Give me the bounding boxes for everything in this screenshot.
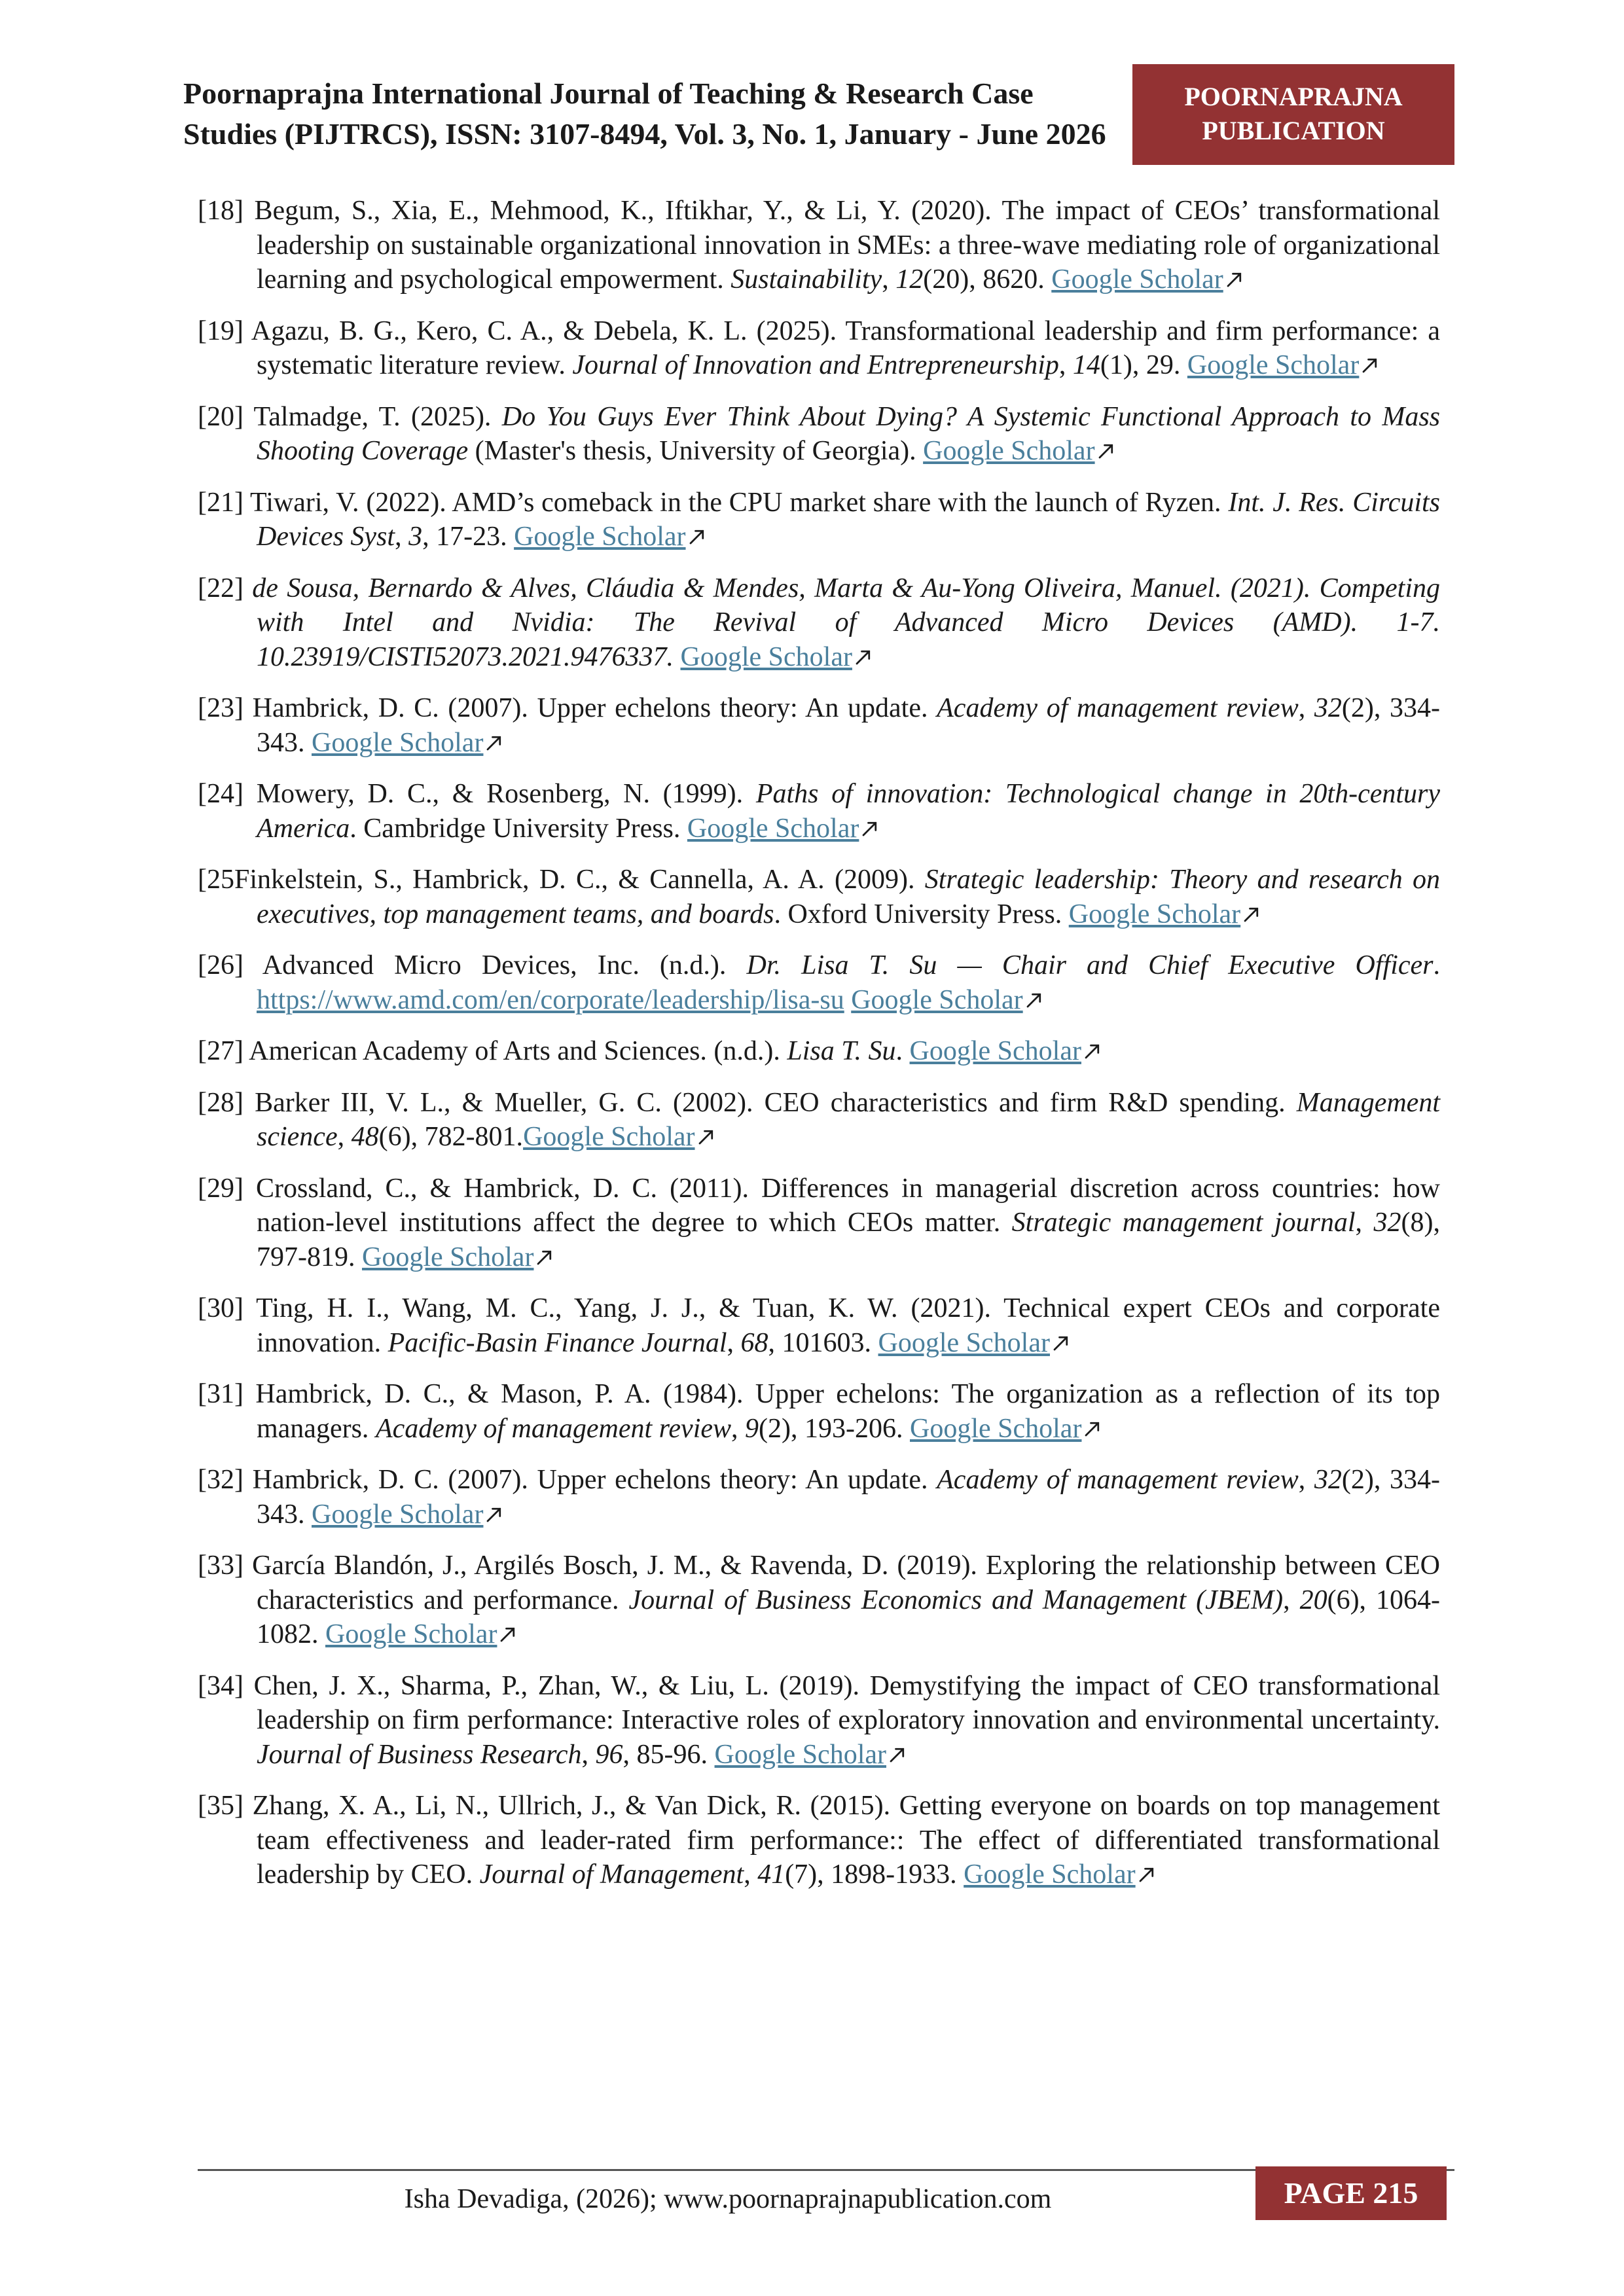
reference-text: , [1355,1208,1374,1238]
google-scholar-link[interactable] [851,985,1043,1015]
google-scholar-label: Google Scholar [714,1739,886,1770]
reference-volume: 32 [1373,1208,1401,1238]
google-scholar-link[interactable] [312,1499,504,1530]
reference-volume: 48 [351,1122,379,1152]
reference-entry [198,1172,1440,1275]
reference-volume: 12 [895,264,924,295]
publisher-badge-line1: POORNAPRAJNA [1184,82,1403,111]
reference-volume: 68 [740,1327,768,1358]
reference-text: Agazu, B. G., Kero, C. A., & Debela, K. L. (2025). Transformational leadership and firm performance: a systematic literature review. [251,315,1441,380]
reference-entry [198,691,1440,760]
page-number-badge: PAGE 215 [1255,2166,1447,2220]
reference-italic: Journal of Innovation and Entrepreneurship [572,350,1059,380]
external-link-icon [484,1505,504,1524]
reference-text: Hambrick, D. C., & Mason, P. A. (1984). Upper echelons: The organization as a reflection of its top managers. [255,1379,1440,1444]
reference-text: (6), 782-801. [378,1122,524,1152]
reference-entry [198,1034,1440,1069]
google-scholar-label: Google Scholar [362,1242,534,1272]
reference-italic: Do You Guys Ever Think About Dying? A Systemic Functional Approach to Mass Shooting Coverage [257,401,1441,466]
reference-number: [25 [198,865,234,895]
reference-number: [27] [198,1036,249,1066]
reference-entry [198,948,1440,1017]
google-scholar-label: Google Scholar [878,1327,1050,1358]
reference-entry [198,400,1440,469]
reference-text: Begum, S., Xia, E., Mehmood, K., Iftikhar, Y., & Li, Y. (2020). The impact of CEOs’ transformational leadership on sustainable organizational innovation in SMEs: a three-wave mediating role of organizational learning and psychological empowerment. [254,196,1440,295]
reference-entry [198,314,1440,383]
external-link-icon [696,1127,716,1147]
reference-italic: Strategic management journal [1011,1208,1356,1238]
reference-number: [18] [198,196,255,226]
google-scholar-link[interactable] [523,1122,715,1152]
reference-italic: Strategic leadership: Theory and research on executives, top management teams, and boards [257,865,1441,929]
external-link-icon [535,1247,554,1267]
google-scholar-label: Google Scholar [923,436,1095,466]
reference-text: Finkelstein, S., Hambrick, D. C., & Cannella, A. A. (2009). [234,865,925,895]
reference-text: (2), 334-343. [257,1465,1441,1530]
reference-volume: 96 [595,1739,623,1770]
reference-text: . [1433,950,1440,980]
journal-title-line1: Poornaprajna International Journal of Teaching & Research Case [183,77,1034,110]
reference-text: Hambrick, D. C. (2007). Upper echelons theory: An update. [252,693,937,723]
reference-text: Advanced Micro Devices, Inc. (n.d.). [262,950,747,980]
external-link-icon [1096,441,1116,461]
google-scholar-label: Google Scholar [910,1413,1082,1444]
reference-text: , [731,1413,746,1444]
reference-volume: 9 [745,1413,759,1444]
reference-italic: Academy of management review [937,1465,1299,1495]
external-link-icon [888,1745,907,1765]
reference-text: Ting, H. I., Wang, M. C., Yang, J. J., & Tuan, K. W. (2021). Technical expert CEOs and corporate innovation. [256,1293,1440,1358]
reference-number: [28] [198,1087,255,1118]
reference-text: (20), 8620. [923,264,1052,295]
reference-italic: Lisa T. Su [787,1036,896,1066]
reference-number: [34] [198,1670,254,1701]
google-scholar-label: Google Scholar [909,1036,1081,1066]
reference-text: (6), 1064-1082. [257,1585,1441,1649]
external-link-icon [687,527,707,547]
google-scholar-link[interactable] [910,1036,1102,1066]
journal-header [183,73,1139,154]
reference-text: . Oxford University Press. [774,899,1069,929]
reference-entry [198,1549,1440,1652]
reference-number: [33] [198,1551,253,1581]
reference-entry [198,1789,1440,1892]
reference-text: , [1283,1585,1300,1615]
external-link-icon [1024,990,1044,1010]
google-scholar-link[interactable] [687,814,880,844]
reference-entry [198,777,1440,846]
reference-text: . [895,1036,910,1066]
reference-volume: 14 [1072,350,1100,380]
external-link-icon [854,647,873,667]
google-scholar-link[interactable] [1187,350,1380,380]
reference-text: , [744,1859,758,1890]
reference-text: , [1298,693,1314,723]
reference-number: [24] [198,779,257,809]
external-link-icon [1360,355,1380,375]
google-scholar-label: Google Scholar [1187,350,1360,380]
google-scholar-label: Google Scholar [851,984,1023,1015]
reference-number: [19] [198,315,251,346]
reference-number: [22] [198,573,253,603]
reference-italic: Int. J. Res. Circuits Devices Syst [257,487,1441,552]
google-scholar-link[interactable] [923,436,1115,466]
reference-entry [198,571,1440,675]
reference-text: , [581,1739,596,1770]
reference-entry [198,1669,1440,1772]
google-scholar-label: Google Scholar [514,522,686,552]
reference-volume: 20 [1299,1585,1327,1615]
reference-text: Talmadge, T. (2025). [253,401,502,432]
reference-entry [198,486,1440,554]
reference-text: Barker III, V. L., & Mueller, G. C. (2002). CEO characteristics and firm R&D spending. [255,1087,1297,1118]
publisher-badge-line2: PUBLICATION [1202,116,1385,145]
reference-number: [30] [198,1293,257,1323]
reference-text: , [337,1122,352,1152]
reference-volume: 3 [408,522,423,552]
reference-url-link[interactable]: https://www.amd.com/en/corporate/leadership/lisa-su [257,984,844,1015]
google-scholar-link[interactable] [362,1242,554,1272]
publisher-badge [1132,64,1454,165]
google-scholar-link[interactable] [964,1859,1156,1890]
reference-entry [198,863,1440,931]
reference-text: (2), 334-343. [257,693,1441,758]
reference-text [674,642,681,672]
reference-number: [32] [198,1465,253,1495]
google-scholar-label: Google Scholar [1068,899,1241,929]
reference-text: , 85-96. [623,1739,715,1770]
reference-volume: 41 [757,1859,785,1890]
reference-number: [26] [198,950,262,980]
google-scholar-label: Google Scholar [1051,264,1223,295]
reference-number: [23] [198,693,253,723]
reference-number: [35] [198,1791,253,1821]
google-scholar-label: Google Scholar [680,641,852,672]
google-scholar-link[interactable] [681,642,873,672]
reference-entry [198,1463,1440,1532]
external-link-icon [1083,1041,1102,1061]
reference-italic: Journal of Business Research [257,1739,582,1770]
reference-text: Tiwari, V. (2022). AMD’s comeback in the CPU market share with the launch of Ryzen. [250,487,1229,518]
external-link-icon [1083,1419,1102,1439]
google-scholar-label: Google Scholar [523,1122,695,1152]
footer-text: Isha Devadiga, (2026); www.poornaprajnapublication.com [404,2184,1052,2214]
google-scholar-label: Google Scholar [687,813,859,844]
reference-italic: Academy of management review [937,693,1299,723]
reference-list [198,194,1440,1909]
reference-italic: Paths of innovation: Technological change in 20th-century America [257,779,1441,844]
reference-italic: Pacific-Basin Finance Journal [388,1327,727,1358]
reference-text: , [727,1327,741,1358]
google-scholar-label: Google Scholar [312,727,484,758]
reference-text: Chen, J. X., Sharma, P., Zhan, W., & Liu, L. (2019). Demystifying the impact of CEO transformational leadership on firm performance: Interactive roles of exploratory innovation and environmental uncertainty. [253,1670,1440,1735]
reference-text: , [882,264,896,295]
reference-text: (7), 1898-1933. [785,1859,964,1890]
reference-italic: Journal of Management [479,1859,744,1890]
reference-italic: Sustainability [731,264,882,295]
reference-text: Mowery, D. C., & Rosenberg, N. (1999). [256,779,756,809]
reference-text: (8), 797-819. [257,1208,1441,1272]
reference-text: (2), 193-206. [759,1413,910,1444]
external-link-icon [860,819,880,838]
reference-italic: Journal of Business Economics and Management (JBEM) [628,1585,1284,1615]
reference-text: , [1298,1465,1314,1495]
reference-number: [29] [198,1173,256,1204]
reference-text [844,985,852,1015]
google-scholar-label: Google Scholar [325,1619,497,1649]
reference-text: García Blandón, J., Argilés Bosch, J. M., & Ravenda, D. (2019). Exploring the relationship between CEO characteristics and performance. [252,1551,1440,1615]
reference-entry [198,194,1440,297]
reference-text: Crossland, C., & Hambrick, D. C. (2011). Differences in managerial discretion across countries: how nation-level institutions affect the degree to which CEOs matter. [256,1173,1440,1238]
google-scholar-label: Google Scholar [312,1499,484,1530]
reference-number: [31] [198,1379,256,1409]
google-scholar-link[interactable] [878,1328,1071,1358]
reference-italic: Academy of management review [375,1413,732,1444]
google-scholar-link[interactable] [325,1619,518,1649]
reference-text: , [1058,350,1073,380]
external-link-icon [1051,1333,1071,1353]
reference-text: Hambrick, D. C. (2007). Upper echelons theory: An update. [252,1465,937,1495]
journal-title-line2: Studies (PIJTRCS), ISSN: 3107-8494, Vol. 3, No. 1, January - June 2026 [183,117,1106,151]
reference-number: [20] [198,401,254,432]
google-scholar-link[interactable] [312,728,504,758]
external-link-icon [1137,1865,1157,1884]
reference-entry [198,1086,1440,1155]
google-scholar-link[interactable] [1051,264,1244,295]
external-link-icon [484,733,504,753]
google-scholar-label: Google Scholar [964,1859,1136,1890]
reference-text: . Cambridge University Press. [350,813,687,844]
reference-text: , [395,522,409,552]
reference-entry [198,1377,1440,1446]
reference-text: Zhang, X. A., Li, N., Ullrich, J., & Van Dick, R. (2015). Getting everyone on boards on top management team effectiveness and leader-rated firm performance:: The effect of differentiated transformational leadership by CEO. [252,1791,1440,1890]
external-link-icon [1242,905,1261,924]
google-scholar-link[interactable] [715,1740,907,1770]
reference-italic: Management science [257,1087,1440,1152]
reference-text: (Master's thesis, University of Georgia). [468,436,924,466]
reference-text: American Academy of Arts and Sciences. (n.d.). [249,1036,787,1066]
google-scholar-link[interactable] [1069,899,1261,929]
reference-italic: Dr. Lisa T. Su — Chair and Chief Executive Officer [746,950,1434,980]
google-scholar-link[interactable] [514,522,706,552]
reference-text: , 101603. [768,1327,878,1358]
reference-text: , 17-23. [422,522,514,552]
reference-italic: de Sousa, Bernardo & Alves, Cláudia & Mendes, Marta & Au-Yong Oliveira, Manuel. (2021). Competing with Intel and Nvidia: The Revival of Advanced Micro Devices (AMD). 1-7. 10.23919/CISTI52073.2021.9476337. [252,573,1440,672]
external-link-icon [1225,270,1244,289]
reference-volume: 32 [1314,1465,1342,1495]
reference-number: [21] [198,487,251,518]
reference-entry [198,1291,1440,1360]
reference-text: (1), 29. [1100,350,1187,380]
google-scholar-link[interactable] [910,1414,1102,1444]
reference-volume: 32 [1314,693,1342,723]
external-link-icon [498,1624,518,1644]
